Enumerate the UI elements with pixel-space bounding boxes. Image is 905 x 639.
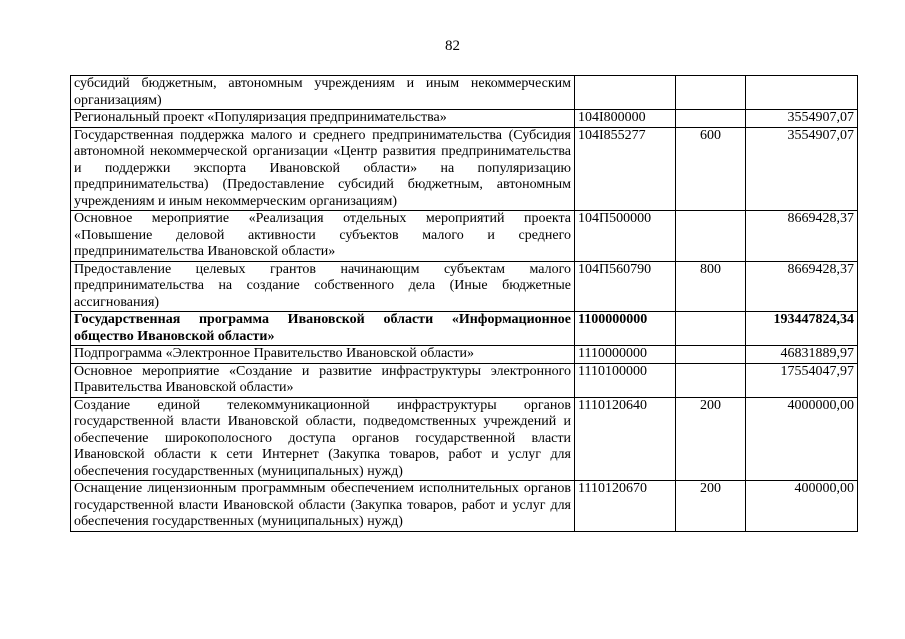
row-target-code: 104I800000 xyxy=(575,110,676,128)
table-row xyxy=(71,397,858,481)
row-description: Оснащение лицензионным программным обеспечением исполнительных органов государственной власти Ивановской области (Закупка товаров, работ и услуг для обеспечения государственных (муниципальных) нужд) xyxy=(71,481,575,532)
row-amount: 8669428,37 xyxy=(746,261,858,312)
table-row xyxy=(71,76,858,110)
row-amount: 17554047,97 xyxy=(746,363,858,397)
row-amount xyxy=(746,76,858,110)
row-target-code: 104П560790 xyxy=(575,261,676,312)
row-expense-type xyxy=(676,312,746,346)
row-target-code: 1110120670 xyxy=(575,481,676,532)
row-description: Предоставление целевых грантов начинающим субъектам малого предпринимательства на создание собственного дела (Иные бюджетные ассигнования) xyxy=(71,261,575,312)
row-target-code xyxy=(575,76,676,110)
budget-table xyxy=(70,75,858,532)
row-expense-type xyxy=(676,363,746,397)
row-expense-type: 200 xyxy=(676,397,746,481)
row-description: Создание единой телекоммуникационной инфраструктуры органов государственной власти Ивановской области, подведомственных учреждений и обеспечение широкополосного доступа органов государственной власти Ивановской области к сети Интернет (Закупка товаров, работ и услуг для обеспечения государственных (муниципальных) нужд) xyxy=(71,397,575,481)
table-row-program xyxy=(71,312,858,346)
table-row xyxy=(71,127,858,211)
row-description: субсидий бюджетным, автономным учреждениям и иным некоммерческим организациям) xyxy=(71,76,575,110)
row-amount: 8669428,37 xyxy=(746,211,858,262)
row-description: Региональный проект «Популяризация предпринимательства» xyxy=(71,110,575,128)
row-description: Государственная программа Ивановской области «Информационное общество Ивановской области» xyxy=(71,312,575,346)
row-amount: 400000,00 xyxy=(746,481,858,532)
row-description: Государственная поддержка малого и среднего предпринимательства (Субсидия автономной некоммерческой организации «Центр развития предпринимательства и поддержки экспорта Ивановской области» на популяризацию предпринимательства) (Предоставление субсидий бюджетным, автономным учреждениям и иным некоммерческим организациям) xyxy=(71,127,575,211)
table-row xyxy=(71,363,858,397)
row-description: Подпрограмма «Электронное Правительство Ивановской области» xyxy=(71,346,575,364)
row-description: Основное мероприятие «Реализация отдельных мероприятий проекта «Повышение деловой активности субъектов малого и среднего предпринимательства Ивановской области» xyxy=(71,211,575,262)
row-target-code: 104П500000 xyxy=(575,211,676,262)
row-expense-type: 600 xyxy=(676,127,746,211)
row-expense-type xyxy=(676,211,746,262)
table-row xyxy=(71,346,858,364)
row-expense-type: 800 xyxy=(676,261,746,312)
row-expense-type: 200 xyxy=(676,481,746,532)
row-amount: 3554907,07 xyxy=(746,110,858,128)
row-target-code: 1110000000 xyxy=(575,346,676,364)
row-amount: 4000000,00 xyxy=(746,397,858,481)
table-row xyxy=(71,110,858,128)
row-target-code: 104I855277 xyxy=(575,127,676,211)
table-row xyxy=(71,481,858,532)
row-amount: 193447824,34 xyxy=(746,312,858,346)
row-expense-type xyxy=(676,110,746,128)
table-row xyxy=(71,211,858,262)
table-row xyxy=(71,261,858,312)
row-target-code: 1110100000 xyxy=(575,363,676,397)
row-expense-type xyxy=(676,346,746,364)
row-amount: 46831889,97 xyxy=(746,346,858,364)
row-target-code: 1110120640 xyxy=(575,397,676,481)
budget-table-body xyxy=(71,76,858,532)
page-number: 82 xyxy=(445,38,460,54)
row-description: Основное мероприятие «Создание и развитие инфраструктуры электронного Правительства Ивановской области» xyxy=(71,363,575,397)
row-expense-type xyxy=(676,76,746,110)
row-target-code: 1100000000 xyxy=(575,312,676,346)
row-amount: 3554907,07 xyxy=(746,127,858,211)
